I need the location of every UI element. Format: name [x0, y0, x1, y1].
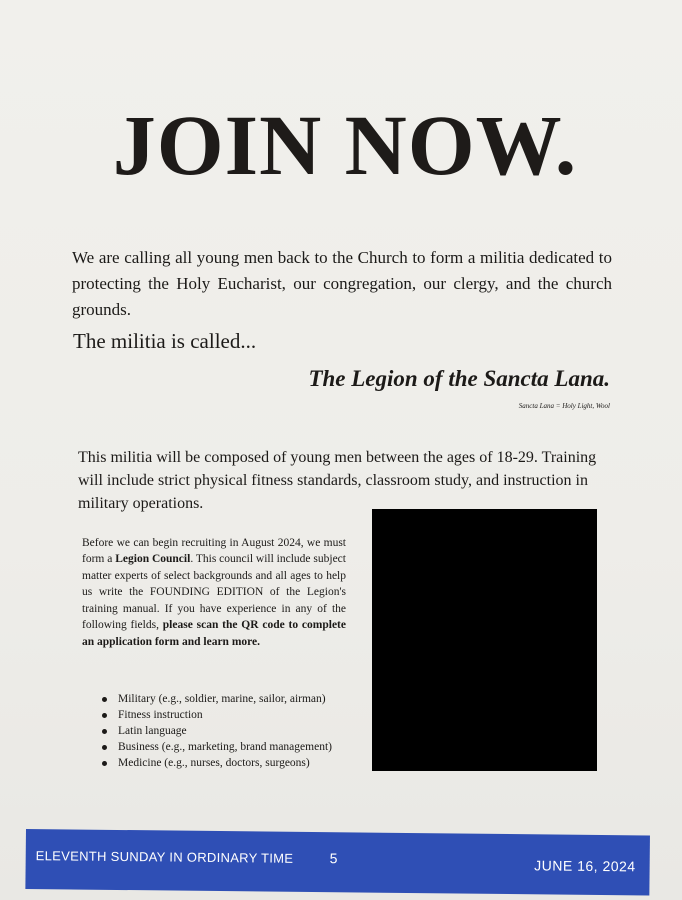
recruiting-text-1: Before we can begin recruiting in August 2024, we must form a — [82, 536, 346, 565]
list-item: Latin language — [100, 723, 332, 739]
intro-paragraph: We are calling all young men back to the Church to form a militia dedicated to protecting the Holy Eucharist, our congregation, our clergy, and the church grounds. — [72, 248, 612, 319]
footer-bar — [25, 829, 650, 896]
headline: JOIN NOW. — [112, 97, 578, 193]
footer-date: JUNE 16, 2024 — [534, 857, 636, 875]
recruiting-text-2: . This council will include subject matter experts of select backgrounds and all ages to help us write the FOUNDING EDITION of the Legion's training manual. If you have experience in any of the following fields, — [82, 553, 346, 631]
recruiting-paragraph — [82, 535, 346, 651]
militia-called-text: The militia is called... — [73, 329, 257, 353]
qr-call-to-action: please scan the QR code to complete an application form and learn more. — [82, 619, 346, 648]
page-number: 5 — [329, 850, 338, 867]
redacted-block — [372, 509, 597, 771]
footer-liturgical-day: ELEVENTH SUNDAY IN ORDINARY TIME — [35, 848, 294, 866]
list-item: Business (e.g., marketing, brand management) — [100, 739, 332, 755]
composition-paragraph: This militia will be composed of young men between the ages of 18-29. Training will include strict physical fitness standards, classroom study, and instruction in military operations. — [78, 449, 597, 512]
experience-fields-list — [100, 691, 332, 771]
legion-name: The Legion of the Sancta Lana. — [308, 366, 610, 391]
list-item: Fitness instruction — [100, 707, 332, 723]
list-item: Military (e.g., soldier, marine, sailor, airman) — [100, 691, 332, 707]
list-item: Medicine (e.g., nurses, doctors, surgeons) — [100, 755, 332, 771]
translation-footnote: Sancta Lana = Holy Light, Wool — [518, 402, 610, 410]
legion-council-term: Legion Council — [115, 553, 191, 565]
